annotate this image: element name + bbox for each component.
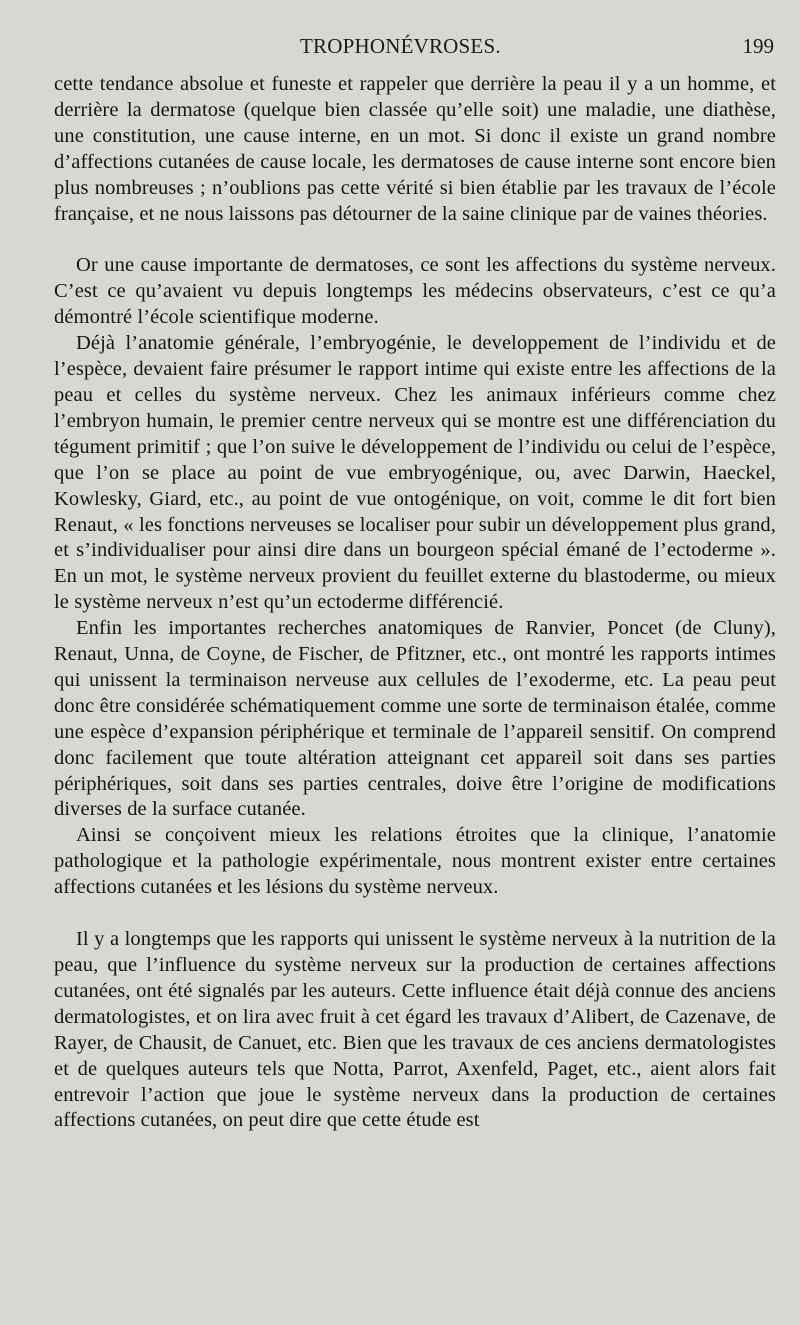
running-head: TROPHONÉVROSES. bbox=[300, 34, 501, 58]
page-number: 199 bbox=[742, 34, 774, 58]
paragraph-4: Enfin les importantes recherches anatomiques de Ranvier, Poncet (de Cluny), Renaut, Unna, de Coyne, de Fischer, de Pfitzner, etc., ont montré les rapports intimes qui unissent la terminaison nerveuse aux cellules de l’exoderme, etc. La peau peut donc être considérée schématiquement comme une sorte de terminaison étalée, comme une espèce d’expansion périphérique et terminale de l’appareil sensitif. On comprend donc facilement que toute altération atteignant cet appareil soit dans ses parties périphériques, soit dans ses parties centrales, doive être l’origine de modifications diverses de la surface cutanée. bbox=[54, 617, 776, 821]
paragraph-5: Ainsi se conçoivent mieux les relations étroites que la clinique, l’anatomie pathologique et la pathologie expérimentale, nous montrent exister entre certaines affections cutanées et les lésions du système nerveux. bbox=[54, 824, 776, 899]
paragraph-1: cette tendance absolue et funeste et rappeler que derrière la peau il y a un homme, et derrière la dermatose (quelque bien classée qu’elle soit) une maladie, une diathèse, une constitution, une cause interne, en un mot. Si donc il existe un grand nombre d’affections cutanées de cause locale, les dermatoses de cause interne sont encore bien plus nombreuses ; n’oublions pas cette vérité si bien établie par les travaux de l’école française, et ne nous laissons pas détourner de la saine clinique par de vaines théories. bbox=[54, 73, 776, 225]
paragraph-3: Déjà l’anatomie générale, l’embryogénie, le developpement de l’individu et de l’espèce, devaient faire présumer le rapport intime qui existe entre les affections de la peau et celles du système nerveux. Chez les animaux inférieurs comme chez l’embryon humain, le premier centre nerveux qui se montre est une différenciation du tégument primitif ; que l’on suive le développement de l’individu ou celui de l’espèce, que l’on se place au point de vue embryogénique, ou, avec Darwin, Haeckel, Kowlesky, Giard, etc., au point de vue ontogénique, on voit, comme le dit fort bien Renaut, « les fonctions nerveuses se localiser pour subir un développement plus grand, et s’individualiser pour ainsi dire dans un bourgeon spécial émané de l’ectoderme ». En un mot, le système nerveux provient du feuillet externe du blastoderme, ou mieux le système nerveux n’est qu’un ectoderme différencié. bbox=[54, 332, 776, 614]
page-header bbox=[56, 34, 774, 64]
paragraph-2: Or une cause importante de dermatoses, ce sont les affections du système nerveux. C’est ce qu’avaient vu depuis longtemps les médecins observateurs, c’est ce qu’a démontré l’école scientifique moderne. bbox=[54, 254, 776, 329]
paragraph-6: Il y a longtemps que les rapports qui unissent le système nerveux à la nutrition de la peau, que l’influence du système nerveux sur la production de certaines affections cutanées, ont été signalés par les auteurs. Cette influence était déjà connue des anciens dermatologistes, et on lira avec fruit à cet égard les travaux d’Alibert, de Cazenave, de Rayer, de Chausit, de Canuet, etc. Bien que les travaux de ces anciens dermatologistes et de quelques auteurs tels que Notta, Parrot, Axenfeld, Paget, etc., aient alors fait entrevoir l’action que joue le système nerveux dans la production de certaines affections cutanées, on peut dire que cette étude est bbox=[54, 928, 776, 1132]
body-text bbox=[54, 72, 776, 1282]
